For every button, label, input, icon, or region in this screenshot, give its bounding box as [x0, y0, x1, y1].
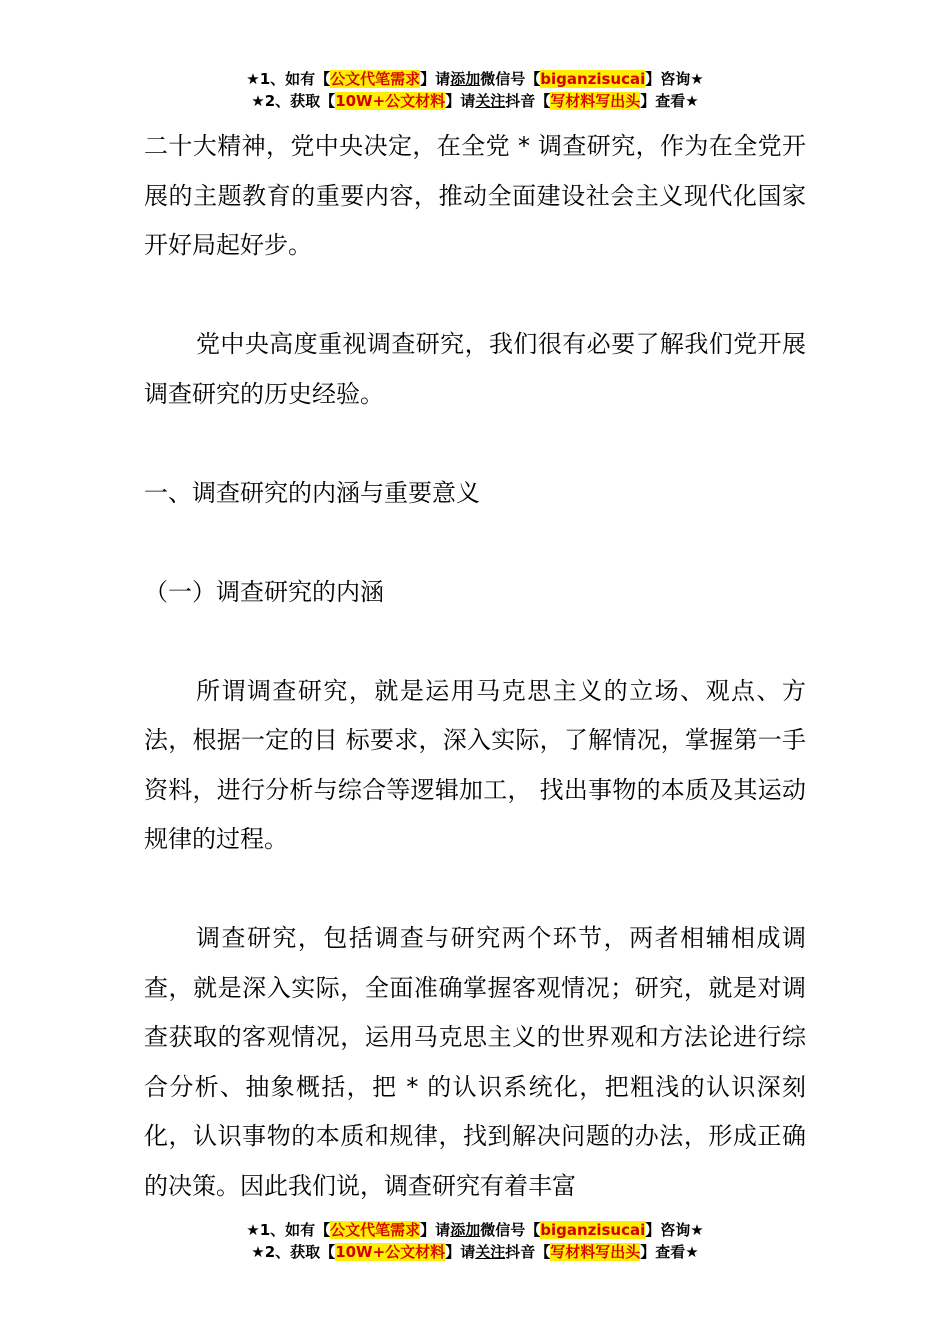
banner-text: ★1、如有【 [246, 1221, 331, 1239]
banner-highlight: 公文代笔需求 [330, 1221, 421, 1239]
banner-highlight: 10W+公文材料 [335, 92, 446, 110]
banner-highlight: 写材料写出头 [550, 92, 641, 110]
banner-underline: 关注 [475, 92, 506, 110]
footer-banner [0, 1219, 950, 1263]
banner-text: ★1、如有【 [246, 70, 331, 88]
banner-highlight: biganzisucai [540, 70, 646, 88]
banner-text: 】查看★ [640, 1243, 699, 1261]
paragraph: 二十大精神，党中央决定，在全党 * 调查研究，作为在全党开展的主题教育的重要内容，推动全面建设社会主义现代化国家开好局起好步。 [144, 132, 806, 259]
banner-line-1 [0, 68, 950, 90]
banner-text: 】请 [445, 1243, 476, 1261]
banner-text: 】请 [420, 70, 451, 88]
banner-text: 】请 [420, 1221, 451, 1239]
banner-highlight: 10W+公文材料 [335, 1243, 446, 1261]
banner-highlight: biganzisucai [540, 1221, 646, 1239]
header-banner [0, 68, 950, 112]
banner-text: 】咨询★ [645, 70, 704, 88]
banner-underline: 关注 [475, 1243, 506, 1261]
banner-text: 微信号【 [480, 70, 541, 88]
section-heading: 一、调查研究的内涵与重要意义 [144, 478, 480, 507]
paragraph: 党中央高度重视调查研究，我们很有必要了解我们党开展调查研究的历史经验。 [144, 330, 806, 408]
banner-text: 微信号【 [480, 1221, 541, 1239]
banner-text: 抖音【 [505, 1243, 551, 1261]
paragraph: 所谓调查研究，就是运用马克思主义的立场、观点、方法，根据一定的目 标要求，深入实际，了解情况，掌握第一手资料，进行分析与综合等逻辑加工， 找出事物的本质及其运动规律的过程。 [144, 676, 806, 853]
banner-text: ★2、获取【 [251, 92, 336, 110]
document-body [144, 122, 806, 1211]
banner-highlight: 公文代笔需求 [330, 70, 421, 88]
banner-highlight: 写材料写出头 [550, 1243, 641, 1261]
banner-text: ★2、获取【 [251, 1243, 336, 1261]
banner-underline: 添加 [450, 70, 481, 88]
subsection-heading: （一）调查研究的内涵 [144, 577, 384, 606]
banner-underline: 添加 [450, 1221, 481, 1239]
banner-line-2 [0, 90, 950, 112]
banner-text: 】查看★ [640, 92, 699, 110]
banner-text: 抖音【 [505, 92, 551, 110]
banner-text: 】请 [445, 92, 476, 110]
banner-line-2 [0, 1241, 950, 1263]
banner-text: 】咨询★ [645, 1221, 704, 1239]
paragraph: 调查研究，包括调查与研究两个环节，两者相辅相成调查，就是深入实际，全面准确掌握客观情况；研究，就是对调查获取的客观情况，运用马克思主义的世界观和方法论进行综合分析、抽象概括，把 * 的认识系统化，把粗浅的认识深刻化，认识事物的本质和规律，找到解决问题的办法，形成正确的决策。因此我们说，调查研究有着丰富 [144, 924, 806, 1200]
banner-line-1 [0, 1219, 950, 1241]
